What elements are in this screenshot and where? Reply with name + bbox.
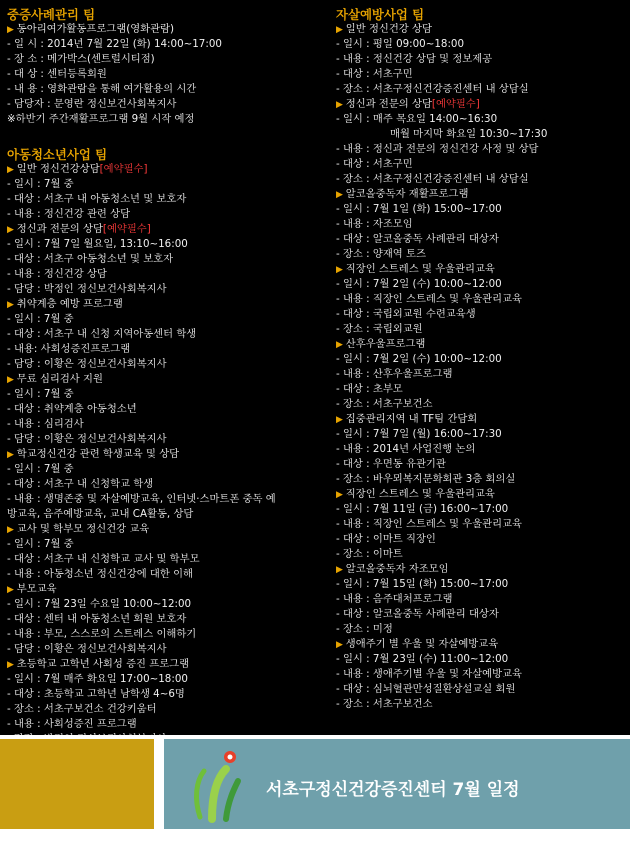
detail-line — [7, 537, 325, 552]
line-text: - 대상 : 서초구민 — [336, 68, 413, 80]
line-text: - 대상 : 초부모 — [336, 383, 403, 395]
line-text: 학교정신건강 관련 학생교육 및 상담 — [16, 448, 180, 460]
detail-line — [336, 427, 628, 442]
line-text: 정신과 전문의 상담 — [16, 223, 103, 235]
detail-line — [336, 202, 628, 217]
line-text: - 장소 : 양재역 토즈 — [336, 248, 426, 260]
detail-line — [336, 502, 628, 517]
line-text: - 담당 : 이황은 정신보건사회복지사 — [7, 433, 167, 445]
detail-line — [336, 472, 628, 487]
detail-line — [336, 547, 628, 562]
line-text: - 일시 : 7월 중 — [7, 538, 74, 550]
line-text: - 담당자 : 문영란 정신보건사회복지사 — [7, 98, 177, 110]
footer-title-panel — [164, 739, 630, 829]
detail-line — [7, 402, 325, 417]
detail-line — [7, 177, 325, 192]
line-text: - 장소 : 이마트 — [336, 548, 403, 560]
line-text: - 대상 : 심뇌혈관만성질환상설교실 회원 — [336, 683, 516, 695]
detail-line — [7, 237, 325, 252]
line-text: - 일시 : 7월 매주 화요일 17:00~18:00 — [7, 673, 188, 685]
detail-line — [336, 652, 628, 667]
program-heading — [336, 337, 628, 352]
detail-line — [336, 322, 628, 337]
line-text: - 일시 : 평일 09:00~18:00 — [336, 38, 465, 50]
line-text: - 내용 : 정신건강 관련 상담 — [7, 208, 131, 220]
line-text: - 내용 : 생명존중 및 자살예방교육, 인터넷·스마트폰 중독 예 — [7, 493, 276, 505]
detail-line — [7, 327, 325, 342]
program-heading — [7, 22, 325, 37]
line-text: - 대상 : 국립외교원 수련교육생 — [336, 308, 476, 320]
detail-line — [7, 207, 325, 222]
detail-line — [336, 217, 628, 232]
detail-line — [7, 612, 325, 627]
detail-line — [336, 667, 628, 682]
detail-line — [336, 307, 628, 322]
line-text: - 내용 : 심리검사 — [7, 418, 84, 430]
program-heading — [7, 657, 325, 672]
right-column — [336, 4, 628, 712]
detail-line — [336, 607, 628, 622]
detail-line — [7, 717, 325, 732]
detail-line — [336, 532, 628, 547]
line-text: 자살예방사업 팀 — [336, 7, 425, 22]
line-text: - 담당 : 이황은 정신보건사회복지사 — [7, 358, 167, 370]
line-text: - 장소 : 서초구정신건강증진센터 내 상담실 — [336, 173, 529, 185]
detail-line — [336, 442, 628, 457]
line-text: - 내용 : 산후우울프로그램 — [336, 368, 453, 380]
line-text: - 일시 : 7월 중 — [7, 463, 74, 475]
line-text: - 대상 : 서초구민 — [336, 158, 413, 170]
detail-line — [7, 282, 325, 297]
program-heading — [336, 262, 628, 277]
footer-gold-block — [0, 739, 154, 829]
line-text: - 일시 : 매주 목요일 14:00~16:30 — [336, 113, 498, 125]
detail-line — [7, 192, 325, 207]
line-text: - 장소 : 서초구정신건강증진센터 내 상담실 — [336, 83, 529, 95]
detail-line — [336, 247, 628, 262]
line-text: - 대상 : 초등학교 고학년 남학생 4~6명 — [7, 688, 185, 700]
detail-line — [336, 52, 628, 67]
line-text: - 내용 : 정신건강 상담 — [7, 268, 107, 280]
line-text: - 대상 : 서초구 내 아동청소년 및 보호자 — [7, 193, 187, 205]
line-text: - 내용 : 아동청소년 정신건강에 대한 이해 — [7, 568, 193, 580]
detail-line — [7, 462, 325, 477]
program-heading — [336, 412, 628, 427]
program-heading — [7, 582, 325, 597]
detail-line — [336, 292, 628, 307]
detail-line — [336, 457, 628, 472]
detail-line — [7, 687, 325, 702]
detail-line — [7, 417, 325, 432]
reservation-required-badge: [예약필수] — [431, 98, 480, 110]
detail-line — [7, 37, 325, 52]
line-text: - 일시 : 7월 7일 (월) 16:00~17:30 — [336, 428, 502, 440]
line-text: - 대상 : 서초구 내 신청학교 학생 — [7, 478, 154, 490]
detail-line — [336, 157, 628, 172]
line-text: 일반 정신건강상담 — [16, 163, 100, 175]
line-text: - 일시 : 7월 23일 (수) 11:00~12:00 — [336, 653, 509, 665]
line-text: 부모교육 — [16, 583, 57, 595]
detail-line — [336, 352, 628, 367]
line-text: - 내용 : 정신건강 상담 및 정보제공 — [336, 53, 493, 65]
detail-line — [336, 82, 628, 97]
detail-line — [7, 702, 325, 717]
detail-line — [7, 67, 325, 82]
detail-line — [336, 112, 628, 127]
line-text: - 대 상 : 센터등록회원 — [7, 68, 107, 80]
line-text: - 일 시 : 2014년 7월 22일 (화) 14:00~17:00 — [7, 38, 222, 50]
line-text: - 장소 : 바우뫼복지문화회관 3층 회의실 — [336, 473, 516, 485]
line-text: - 대상 : 우면동 유관기관 — [336, 458, 446, 470]
line-text: - 대상 : 알코올중독 사례관리 대상자 — [336, 233, 499, 245]
line-text: 교사 및 학부모 정신건강 교육 — [16, 523, 150, 535]
line-text: 정신과 전문의 상담 — [345, 98, 432, 110]
detail-line — [7, 252, 325, 267]
line-text: ※하반기 주간재활프로그램 9월 시작 예정 — [7, 113, 195, 125]
detail-line — [336, 142, 628, 157]
section-gap — [7, 127, 325, 144]
detail-line — [336, 622, 628, 637]
detail-line — [336, 397, 628, 412]
line-text: - 일시 : 7월 2일 (수) 10:00~12:00 — [336, 353, 502, 365]
center-logo-icon — [190, 747, 246, 823]
line-text: - 장소 : 서초구보건소 건강키움터 — [7, 703, 157, 715]
line-text: - 일시 : 7월 2일 (수) 10:00~12:00 — [336, 278, 502, 290]
line-text: - 내용 : 생애주기별 우울 및 자살예방교육 — [336, 668, 522, 680]
line-text: - 내용 : 사회성증진 프로그램 — [7, 718, 137, 730]
program-heading — [336, 97, 628, 112]
line-text: 무료 심리검사 지원 — [16, 373, 103, 385]
line-text: - 대상 : 취약계층 아동청소년 — [7, 403, 137, 415]
detail-line — [336, 697, 628, 712]
line-text: 초등학교 고학년 사회성 증진 프로그램 — [16, 658, 190, 670]
detail-line — [7, 477, 325, 492]
team-section-title — [7, 7, 325, 22]
detail-line — [336, 277, 628, 292]
line-text: - 내용 : 2014년 사업진행 논의 — [336, 443, 476, 455]
detail-line — [7, 112, 325, 127]
reservation-required-badge: [예약필수] — [99, 163, 148, 175]
program-heading — [7, 372, 325, 387]
detail-line — [7, 267, 325, 282]
footer-banner — [0, 735, 630, 841]
detail-line — [7, 312, 325, 327]
program-heading — [336, 487, 628, 502]
line-text: - 대상 : 서초구 내 신청 지역아동센터 학생 — [7, 328, 197, 340]
line-text: - 장소 : 서초구보건소 — [336, 398, 433, 410]
detail-line — [336, 382, 628, 397]
detail-line — [7, 52, 325, 67]
line-text: - 대상 : 서초구 아동청소년 및 보호자 — [7, 253, 174, 265]
line-text: - 내용 : 자조모임 — [336, 218, 413, 230]
detail-line — [336, 232, 628, 247]
detail-line — [336, 682, 628, 697]
line-text: - 일시 : 7월 중 — [7, 313, 74, 325]
line-text: 알코올중독자 자조모임 — [345, 563, 449, 575]
detail-line — [336, 517, 628, 532]
line-text: - 내 용 : 영화관람을 통해 여가활용의 시간 — [7, 83, 197, 95]
line-text: - 일시 : 7월 중 — [7, 178, 74, 190]
footer-title: 서초구정신건강증진센터 7월 일정 — [266, 780, 520, 800]
line-text: - 담당 : 이황은 정신보건사회복지사 — [7, 643, 167, 655]
line-text: 중증사례관리 팀 — [7, 7, 96, 22]
detail-line — [336, 577, 628, 592]
detail-line-continued — [336, 127, 628, 142]
detail-line — [336, 367, 628, 382]
line-text: - 일시 : 7월 15일 (화) 15:00~17:00 — [336, 578, 509, 590]
line-text: - 일시 : 7월 1일 (화) 15:00~17:00 — [336, 203, 502, 215]
line-text: - 장 소 : 메가박스(센트럴시티점) — [7, 53, 155, 65]
line-text: - 대상 : 이마트 직장인 — [336, 533, 436, 545]
program-heading — [7, 222, 325, 237]
line-text: - 장소 : 서초구보건소 — [336, 698, 433, 710]
line-text: - 일시 : 7월 7일 월요일, 13:10~16:00 — [7, 238, 188, 250]
line-text: 직장인 스트레스 및 우울관리교육 — [345, 263, 495, 275]
line-text: 매월 마지막 화요일 10:30~17:30 — [390, 128, 548, 140]
line-text: - 내용: 사회성증진프로그램 — [7, 343, 131, 355]
line-text: - 일시 : 7월 중 — [7, 388, 74, 400]
program-heading — [336, 187, 628, 202]
line-text: - 내용 : 직장인 스트레스 및 우울관리교육 — [336, 518, 522, 530]
line-text: - 내용 : 음주대처프로그램 — [336, 593, 453, 605]
line-text: - 장소 : 미정 — [336, 623, 393, 635]
detail-line — [7, 672, 325, 687]
reservation-required-badge: [예약필수] — [102, 223, 151, 235]
detail-line — [336, 37, 628, 52]
detail-line — [336, 172, 628, 187]
line-text: - 대상 : 서초구 내 신청학교 교사 및 학부모 — [7, 553, 200, 565]
line-text: - 내용 : 정신과 전문의 정신건강 사정 및 상담 — [336, 143, 539, 155]
detail-line — [7, 492, 325, 507]
line-text: 동아리여가활동프로그램(영화관람) — [16, 23, 175, 35]
detail-line — [7, 97, 325, 112]
program-heading — [7, 162, 325, 177]
line-text: - 장소 : 국립외교원 — [336, 323, 423, 335]
detail-line — [336, 592, 628, 607]
detail-line — [7, 597, 325, 612]
program-heading — [336, 637, 628, 652]
detail-line — [7, 342, 325, 357]
line-text: - 일시 : 7월 23일 수요일 10:00~12:00 — [7, 598, 192, 610]
team-section-title — [7, 147, 325, 162]
line-text: 아동청소년사업 팀 — [7, 147, 108, 162]
line-text: 일반 정신건강 상담 — [345, 23, 432, 35]
program-heading — [7, 297, 325, 312]
detail-line — [7, 82, 325, 97]
detail-line — [7, 567, 325, 582]
detail-line — [7, 387, 325, 402]
line-text: 집중관리지역 내 TF팀 간담회 — [345, 413, 478, 425]
detail-line — [336, 67, 628, 82]
team-section-title — [336, 7, 628, 22]
program-heading — [7, 447, 325, 462]
line-text: 방교육, 음주예방교육, 교내 CA활동, 상담 — [7, 508, 194, 520]
line-text: - 내용 : 직장인 스트레스 및 우울관리교육 — [336, 293, 522, 305]
line-text: 알코올중독자 재활프로그램 — [345, 188, 469, 200]
line-text: - 대상 : 센터 내 아동청소년 회원 보호자 — [7, 613, 187, 625]
left-column — [7, 4, 325, 747]
line-text: - 내용 : 부모, 스스로의 스트레스 이해하기 — [7, 628, 197, 640]
line-text: - 일시 : 7월 11일 (금) 16:00~17:00 — [336, 503, 509, 515]
line-text: 취약계층 예방 프로그램 — [16, 298, 123, 310]
detail-line — [7, 642, 325, 657]
line-text: 산후우울프로그램 — [345, 338, 426, 350]
program-heading — [336, 562, 628, 577]
detail-line — [7, 357, 325, 372]
line-text: - 담당 : 박정인 정신보건사회복지사 — [7, 283, 167, 295]
line-text: 직장인 스트레스 및 우울관리교육 — [345, 488, 495, 500]
line-text: - 대상 : 알코올중독 사례관리 대상자 — [336, 608, 499, 620]
detail-line — [7, 552, 325, 567]
detail-line — [7, 432, 325, 447]
program-heading — [336, 22, 628, 37]
detail-line — [7, 627, 325, 642]
detail-line — [7, 507, 325, 522]
program-heading — [7, 522, 325, 537]
line-text: 생애주기 별 우울 및 자살예방교육 — [345, 638, 499, 650]
